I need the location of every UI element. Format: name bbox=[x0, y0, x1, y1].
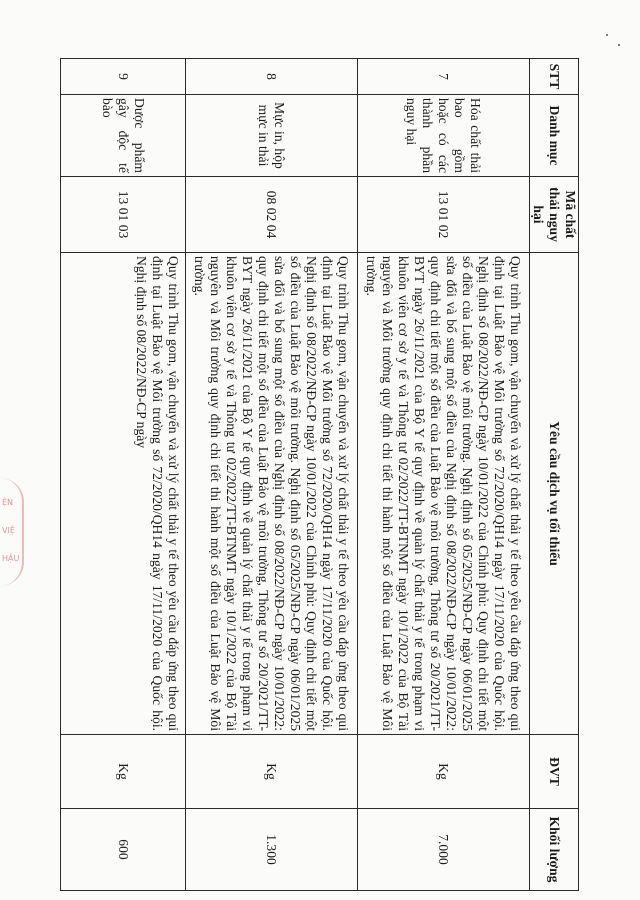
row-code: 13 01 03 bbox=[61, 177, 186, 253]
header-quantity: Khối lượng bbox=[530, 809, 579, 891]
table-row bbox=[186, 59, 358, 891]
stamp-text-2: VIỆ bbox=[2, 526, 15, 535]
header-stt: STT bbox=[530, 59, 579, 95]
stamp-text-3: HẬU bbox=[2, 554, 20, 563]
row-unit: Kg bbox=[358, 735, 530, 809]
row-requirement: Quy trình Thu gom, vận chuyển và xử lý chất thải y tế theo yêu cầu đáp ứng theo qui định tại Luật Bảo vệ Môi trường số 72/2020/QH14 ngày 17/11/2020 của Quốc hội. Nghị định số 08/2022/NĐ-CP ngày 10/01/2022 của Chính phủ: Quy định chi tiết một số điều của Luật Bảo vệ môi trường. Nghị định số 05/2025/NĐ-CP ngày 06/01/2025 sửa đổi và bổ sung một số điều của Nghị định số 08/2022/NĐ-CP ngày 10/01/2022: quy định chi tiết một số điều của Luật Bảo vệ môi trường, Thông tư số 20/2021/TT-BYT ngày 26/11/2021 của Bộ Y tế quy định về quản lý chất thải y tế trong phạm vi khuôn viên cơ sở y tế và Thông tư 02/2022/TT-BTNMT ngày 10/1/2022 của Bộ Tài nguyên và Môi trường quy định chi tiết thi hành một số điều của Luật Bảo vệ Môi trường. bbox=[358, 253, 530, 735]
waste-service-table bbox=[60, 58, 579, 891]
rotated-table-wrapper bbox=[72, 58, 579, 890]
row-quantity: 1.300 bbox=[186, 809, 358, 891]
row-stt: 8 bbox=[186, 59, 358, 95]
row-name: Mực in, hộp mực in thải bbox=[186, 95, 358, 177]
row-unit: Kg bbox=[186, 735, 358, 809]
table-header-row bbox=[530, 59, 579, 891]
table-row bbox=[358, 59, 530, 891]
row-requirement: Quy trình Thu gom, vận chuyển và xử lý chất thải y tế theo yêu cầu đáp ứng theo qui định tại Luật Bảo vệ Môi trường số 72/2020/QH14 ngày 17/11/2020 của Quốc hội. Nghị định số 08/2022/NĐ-CP ngày 10/01/2022 của Chính phủ: Quy định chi tiết một số điều của Luật Bảo vệ môi trường. Nghị định số 05/2025/NĐ-CP ngày 06/01/2025 sửa đổi và bổ sung một số điều của Nghị định số 08/2022/NĐ-CP ngày 10/01/2022: quy định chi tiết một số điều của Luật Bảo vệ môi trường, Thông tư số 20/2021/TT-BYT ngày 26/11/2021 của Bộ Y tế quy định về quản lý chất thải y tế trong phạm vi khuôn viên cơ sở y tế và Thông tư 02/2022/TT-BTNMT ngày 10/1/2022 của Bộ Tài nguyên và Môi trường quy định chi tiết thi hành một số điều của Luật Bảo vệ Môi trường. bbox=[186, 253, 358, 735]
row-name: Hóa chất thải bao gồm hoặc có các thành phần nguy hại bbox=[358, 95, 530, 177]
row-name: Dược phẩm gây độc tế bào bbox=[61, 95, 186, 177]
header-code: Mã chất thải nguy hại bbox=[530, 177, 579, 253]
red-stamp bbox=[0, 478, 24, 586]
stamp-text-1: ỆN bbox=[2, 498, 14, 507]
header-requirement: Yêu cầu dịch vụ tối thiểu bbox=[530, 253, 579, 735]
table-row bbox=[61, 59, 186, 891]
row-code: 13 01 02 bbox=[358, 177, 530, 253]
row-stt: 7 bbox=[358, 59, 530, 95]
row-quantity: 7.000 bbox=[358, 809, 530, 891]
header-name: Danh mục bbox=[530, 95, 579, 177]
scan-speck bbox=[618, 44, 620, 46]
row-stt: 9 bbox=[61, 59, 186, 95]
scan-speck bbox=[606, 34, 608, 36]
row-requirement: Quy trình Thu gom, vận chuyển và xử lý chất thải y tế theo yêu cầu đáp ứng theo qui định tại Luật Bảo vệ Môi trường số 72/2020/QH14 ngày 17/11/2020 của Quốc hội. Nghị định số 08/2022/NĐ-CP ngày bbox=[61, 253, 186, 735]
row-code: 08 02 04 bbox=[186, 177, 358, 253]
row-quantity: 600 bbox=[61, 809, 186, 891]
header-unit: ĐVT bbox=[530, 735, 579, 809]
row-unit: Kg bbox=[61, 735, 186, 809]
